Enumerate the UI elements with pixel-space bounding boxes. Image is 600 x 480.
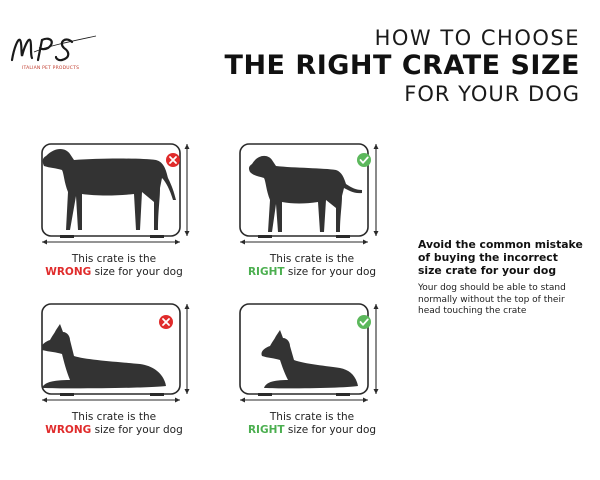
caption-suffix: size for your dog bbox=[94, 266, 183, 278]
caption-suffix: size for your dog bbox=[287, 424, 377, 436]
advice-heading-line-3: size crate for your dog bbox=[418, 264, 557, 277]
x-circle-icon bbox=[159, 315, 173, 329]
x-circle-icon bbox=[166, 153, 180, 167]
caption-line-2 bbox=[30, 266, 198, 279]
advice-heading-line-1: Avoid the common mistake bbox=[418, 238, 583, 251]
title-line-2: THE RIGHT CRATE SIZE bbox=[224, 50, 580, 81]
panel-caption bbox=[30, 253, 198, 279]
dog-silhouette bbox=[41, 324, 166, 388]
crate-panel-standing-wrong bbox=[30, 138, 198, 288]
logo-mark bbox=[8, 30, 100, 66]
caption-line-1: This crate is the bbox=[71, 411, 157, 423]
verdict-label: WRONG bbox=[45, 266, 92, 278]
advice-body bbox=[418, 283, 593, 318]
dog-silhouette bbox=[249, 156, 362, 232]
advice-heading bbox=[418, 238, 593, 277]
advice-heading-line-2: of buying the incorrect bbox=[418, 251, 558, 264]
caption-line-1: This crate is the bbox=[269, 411, 355, 423]
check-circle-icon bbox=[357, 153, 371, 167]
logo-subtitle: ITALIAN PET PRODUCTS bbox=[22, 66, 80, 71]
dog-silhouette bbox=[43, 149, 176, 230]
title-line-1: HOW TO CHOOSE bbox=[374, 26, 580, 50]
advice-body-line-3: head touching the crate bbox=[418, 306, 527, 316]
verdict-label: WRONG bbox=[45, 424, 92, 436]
advice-body-line-2: normally without the top of their bbox=[418, 294, 565, 305]
caption-line-2 bbox=[228, 424, 396, 437]
caption-suffix: size for your dog bbox=[287, 266, 377, 278]
caption-suffix: size for your dog bbox=[94, 424, 183, 436]
panel-caption bbox=[228, 253, 396, 279]
caption-line-1: This crate is the bbox=[269, 253, 355, 265]
advice-body-line-1: Your dog should be able to stand bbox=[418, 283, 566, 293]
crate-panel-standing-right bbox=[228, 138, 396, 288]
crate-illustration bbox=[228, 138, 396, 253]
check-circle-icon bbox=[357, 315, 371, 329]
page-title bbox=[225, 26, 580, 106]
crate-illustration bbox=[30, 296, 198, 411]
panel-caption bbox=[30, 411, 198, 437]
advice-block bbox=[418, 238, 593, 318]
caption-line-2 bbox=[228, 266, 396, 279]
brand-logo bbox=[8, 30, 100, 72]
panel-caption bbox=[228, 411, 396, 437]
dog-silhouette bbox=[261, 330, 358, 388]
crate-illustration bbox=[228, 296, 396, 411]
crate-panel-lying-right bbox=[228, 296, 396, 446]
title-line-3: FOR YOUR DOG bbox=[404, 82, 580, 106]
crate-illustration bbox=[30, 138, 198, 253]
caption-line-1: This crate is the bbox=[71, 253, 157, 265]
verdict-label: RIGHT bbox=[247, 266, 285, 278]
verdict-label: RIGHT bbox=[247, 424, 285, 436]
caption-line-2 bbox=[30, 424, 198, 437]
crate-panel-lying-wrong bbox=[30, 296, 198, 446]
